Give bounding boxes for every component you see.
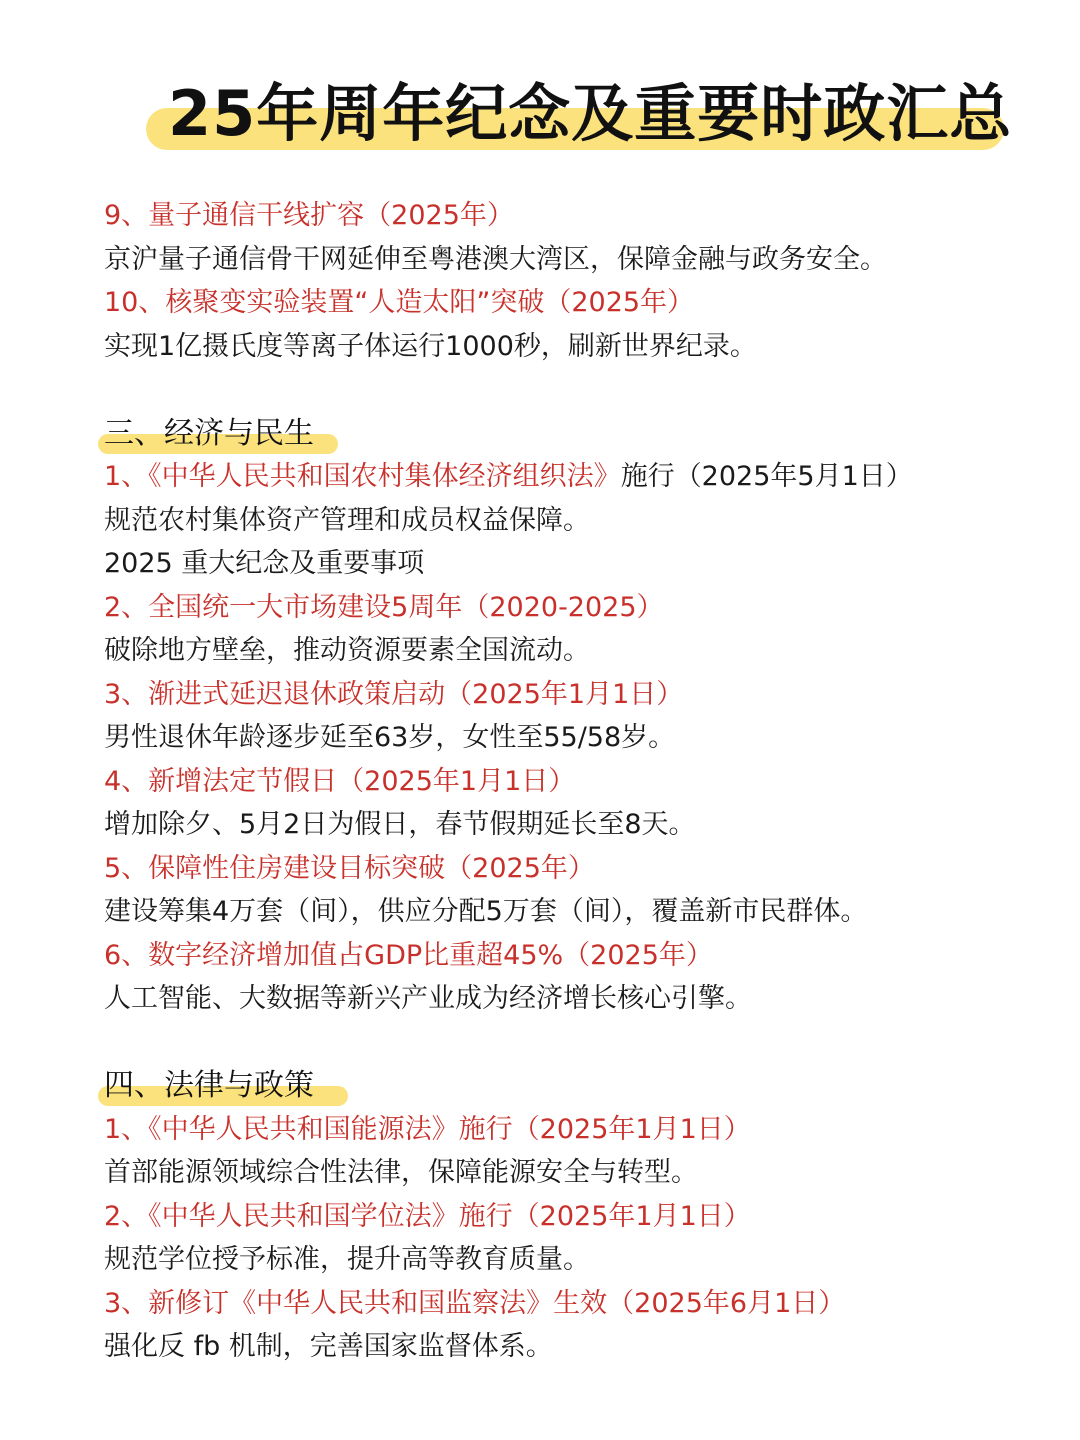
- item-heading: 5、保障性住房建设目标突破（2025年）: [104, 852, 595, 884]
- section-spacer: [104, 1021, 1004, 1065]
- item-description: 建设筹集4万套（间），供应分配5万套（间），覆盖新市民群体。: [104, 896, 868, 927]
- section-note: 2025 重大纪念及重要事项: [104, 548, 425, 579]
- section-spacer: [104, 368, 1004, 412]
- item-description: 男性退休年龄逐步延至63岁，女性至55/58岁。: [104, 722, 676, 753]
- content-body: [104, 194, 1004, 1369]
- section-heading-economy: [104, 412, 1004, 456]
- item-heading: 6、数字经济增加值占GDP比重超45%（2025年）: [104, 939, 713, 971]
- item-description: 增加除夕、5月2日为假日，春节假期延长至8天。: [104, 809, 696, 840]
- item-description: 首部能源领域综合性法律，保障能源安全与转型。: [104, 1157, 698, 1188]
- section-heading-text: 三、经济与民生: [104, 415, 314, 451]
- page-title: 25年周年纪念及重要时政汇总: [168, 77, 1013, 150]
- item-heading: 2、全国统一大市场建设5周年（2020-2025）: [104, 591, 664, 623]
- item-description: 人工智能、大数据等新兴产业成为经济增长核心引擎。: [104, 983, 752, 1014]
- item-heading-law-name: 1、《中华人民共和国农村集体经济组织法》: [104, 461, 621, 492]
- item-description: 京沪量子通信骨干网延伸至粤港澳大湾区，保障金融与政务安全。: [104, 243, 887, 275]
- item-description: 规范农村集体资产管理和成员权益保障。: [104, 504, 590, 536]
- section-heading-text: 四、法律与政策: [104, 1068, 314, 1103]
- item-description: 规范学位授予标准，提升高等教育质量。: [104, 1244, 590, 1275]
- item-heading: 1、《中华人民共和国能源法》施行（2025年1月1日）: [104, 1113, 751, 1145]
- section-heading-law: [104, 1064, 1004, 1108]
- item-heading: 2、《中华人民共和国学位法》施行（2025年1月1日）: [104, 1200, 751, 1232]
- item-description: 破除地方壁垒，推动资源要素全国流动。: [104, 635, 590, 666]
- item-heading: 10、核聚变实验装置“人造太阳”突破（2025年）: [104, 287, 695, 318]
- item-description: 强化反 fb 机制，完善国家监督体系。: [104, 1331, 553, 1362]
- item-description: 实现1亿摄氏度等离子体运行1000秒，刷新世界纪录。: [104, 330, 757, 362]
- item-heading: [104, 455, 1004, 499]
- item-heading: 9、量子通信干线扩容（2025年）: [104, 200, 514, 231]
- item-heading-date: 施行（2025年5月1日）: [620, 461, 913, 492]
- item-heading: 3、渐进式延迟退休政策启动（2025年1月1日）: [104, 678, 684, 710]
- title-area: [0, 0, 1080, 170]
- item-heading: 4、新增法定节假日（2025年1月1日）: [104, 765, 576, 797]
- item-heading: 3、新修订《中华人民共和国监察法》生效（2025年6月1日）: [104, 1287, 846, 1319]
